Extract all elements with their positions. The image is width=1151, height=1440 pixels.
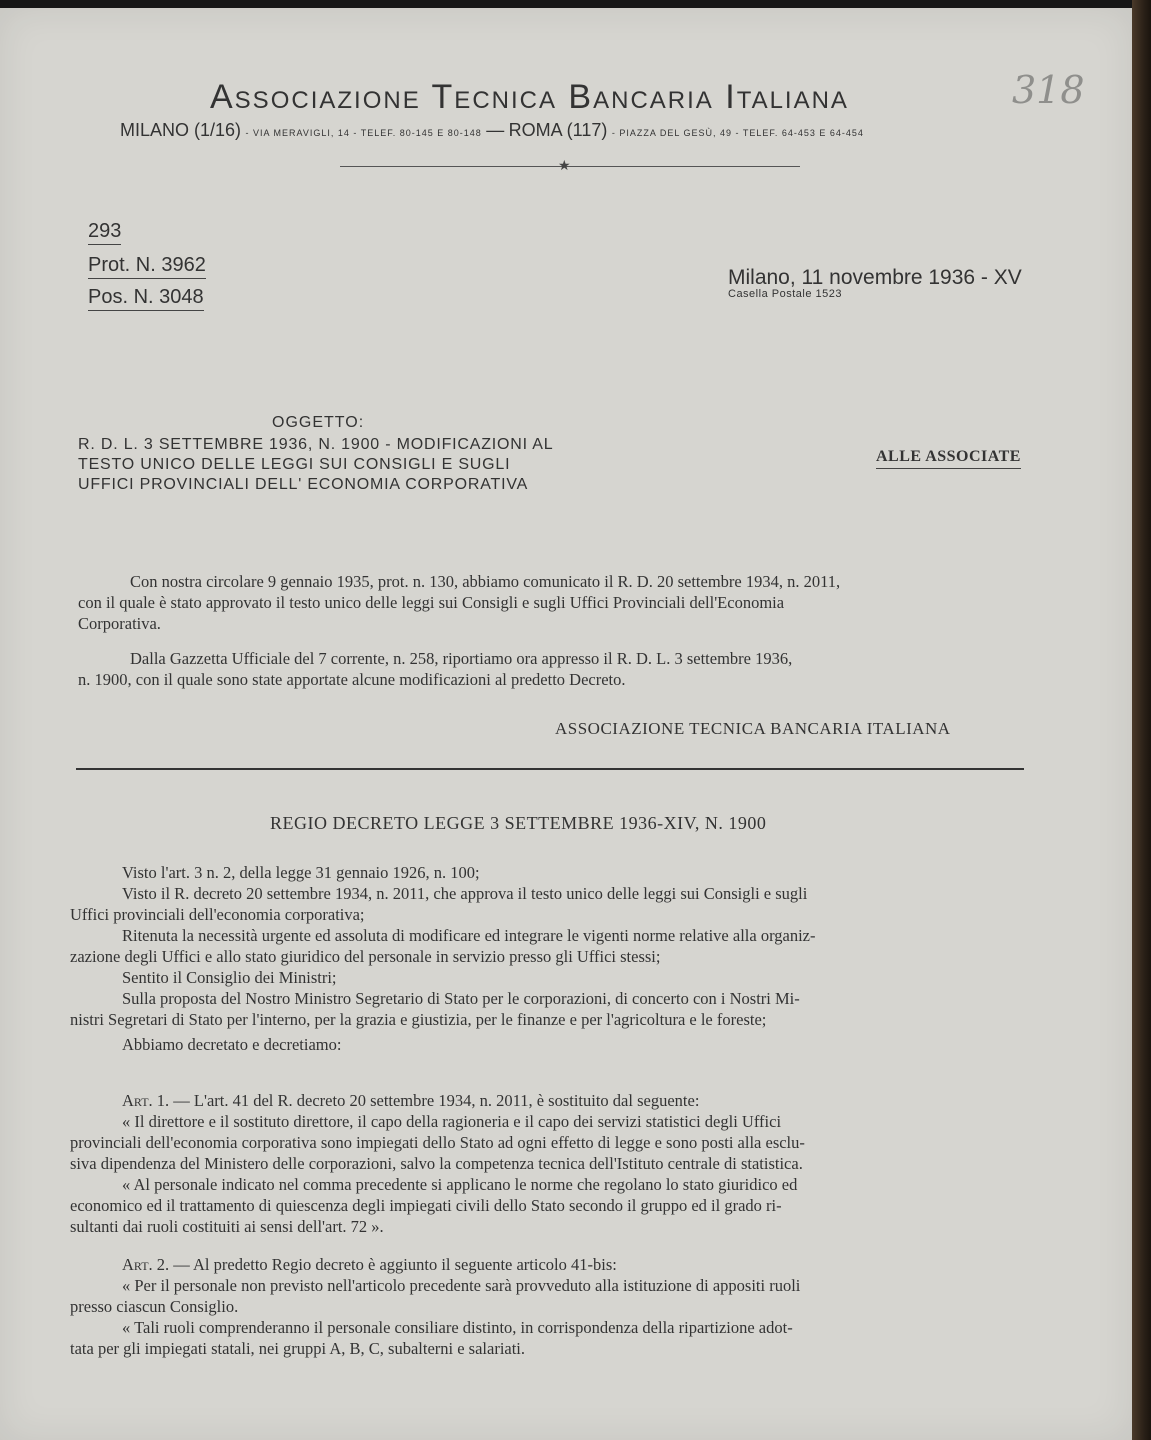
- roma-city: ROMA (117): [508, 120, 608, 140]
- roma-address: - PIAZZA DEL GESÙ, 49 - TELEF. 64-453 E 64-454: [611, 128, 864, 138]
- text-line: sultanti dai ruoli costituiti ai sensi dell'art. 72 ».: [70, 1217, 384, 1236]
- intro-paragraph-2: [78, 648, 1028, 690]
- text-line: presso ciascun Consiglio.: [70, 1297, 239, 1316]
- signature: ASSOCIAZIONE TECNICA BANCARIA ITALIANA: [555, 719, 951, 738]
- text-line: Sentito il Consiglio dei Ministri;: [122, 968, 337, 987]
- decree-preamble: [70, 862, 1030, 1055]
- address-separator: —: [486, 120, 505, 140]
- po-box: Casella Postale 1523: [728, 288, 842, 300]
- binding-spine: [1132, 0, 1151, 1440]
- text-line: Dalla Gazzetta Ufficiale del 7 corrente, n. 258, riportiamo ora appresso il R. D. L. 3 settembre 1936,: [130, 649, 793, 668]
- subject-line: TESTO UNICO DELLE LEGGI SUI CONSIGLI E SUGLI: [78, 456, 511, 473]
- star-ornament: ★: [558, 159, 571, 174]
- text-line: Ritenuta la necessità urgente ed assoluta di modificare ed integrare le vigenti norme relative alla organiz-: [122, 926, 816, 945]
- handwritten-page-number: 318: [1012, 68, 1085, 112]
- text-line: Uffici provinciali dell'economia corporativa;: [70, 905, 365, 924]
- article-2-label: Art. 2.: [122, 1255, 170, 1274]
- intro-paragraph-1: [78, 571, 1028, 634]
- milano-address: - VIA MERAVIGLI, 14 - TELEF. 80-145 E 80-148: [245, 128, 482, 138]
- text-line: « Tali ruoli comprenderanno il personale consiliare distinto, in corrispondenza della ripartizione adot-: [122, 1318, 793, 1337]
- text-line: provinciali dell'economia corporativa sono impiegati dello Stato ad ogni effetto di legge e sono posti alla esclu-: [70, 1133, 805, 1152]
- text-line: siva dipendenza del Ministero delle corporazioni, salvo la competenza tecnica dell'Istituto centrale di statistica.: [70, 1154, 803, 1173]
- subject-heading: OGGETTO:: [272, 414, 365, 431]
- article-1: [70, 1090, 1030, 1237]
- text-line: « Al personale indicato nel comma precedente si applicano le norme che regolano lo stato giuridico ed: [122, 1175, 798, 1194]
- article-2: [70, 1254, 1030, 1359]
- subject-line: R. D. L. 3 SETTEMBRE 1936, N. 1900 - MODIFICAZIONI AL: [78, 436, 554, 453]
- text-line: Visto l'art. 3 n. 2, della legge 31 gennaio 1926, n. 100;: [122, 863, 480, 882]
- letterhead-address: [120, 120, 864, 141]
- text-line: « Per il personale non previsto nell'articolo precedente sarà provveduto alla istituzione di appositi ruoli: [122, 1276, 801, 1295]
- text-line: Visto il R. decreto 20 settembre 1934, n. 2011, che approva il testo unico delle leggi sui Consigli e sugli: [122, 884, 808, 903]
- text-line: economico ed il trattamento di quiescenza degli impiegati civili dello Stato secondo il gruppo ed il grado ri-: [70, 1196, 782, 1215]
- text-line: Sulla proposta del Nostro Ministro Segretario di Stato per le corporazioni, di concerto con i Nostri Mi-: [122, 989, 800, 1008]
- text-line: Abbiamo decretato e decretiamo:: [122, 1035, 342, 1054]
- text-line: zazione degli Uffici e allo stato giuridico del personale in servizio presso gli Uffici stessi;: [70, 947, 661, 966]
- circular-number: 293: [88, 220, 121, 245]
- text-line: n. 1900, con il quale sono state apportate alcune modificazioni al predetto Decreto.: [78, 670, 626, 689]
- protocol-number: Prot. N. 3962: [88, 254, 206, 279]
- letterhead-org-name: Associazione Tecnica Bancaria Italiana: [210, 78, 849, 116]
- recipient: ALLE ASSOCIATE: [876, 448, 1021, 469]
- article-1-label: Art. 1.: [122, 1091, 170, 1110]
- text-line: Corporativa.: [78, 614, 161, 633]
- milano-city: MILANO (1/16): [120, 120, 242, 140]
- place-date: Milano, 11 novembre 1936 - XV: [728, 266, 1022, 289]
- text-line: nistri Segretari di Stato per l'interno, per la grazia e giustizia, per le finanze e per l'agricoltura e le foreste;: [70, 1010, 767, 1029]
- position-number: Pos. N. 3048: [88, 286, 204, 311]
- document-page: [0, 8, 1132, 1440]
- article-2-heading: [70, 1254, 1030, 1275]
- article-1-heading: [70, 1090, 1030, 1111]
- article-2-text: — Al predetto Regio decreto è aggiunto il seguente articolo 41-bis:: [169, 1255, 617, 1274]
- decree-title: REGIO DECRETO LEGGE 3 SETTEMBRE 1936-XIV, N. 1900: [270, 813, 767, 833]
- text-line: Con nostra circolare 9 gennaio 1935, prot. n. 130, abbiamo comunicato il R. D. 20 settembre 1934, n. 2011,: [130, 572, 841, 591]
- text-line: con il quale è stato approvato il testo unico delle leggi sui Consigli e sugli Uffici Provinciali dell'Economia: [78, 593, 785, 612]
- article-1-text: — L'art. 41 del R. decreto 20 settembre 1934, n. 2011, è sostituito dal seguente:: [169, 1091, 700, 1110]
- section-divider: [76, 768, 1024, 770]
- text-line: tata per gli impiegati statali, nei gruppi A, B, C, subalterni e salariati.: [70, 1339, 526, 1358]
- scan-top-edge: [0, 0, 1151, 8]
- subject-line: UFFICI PROVINCIALI DELL' ECONOMIA CORPORATIVA: [78, 476, 529, 493]
- text-line: « Il direttore e il sostituto direttore, il capo della ragioneria e il capo dei servizi statistici degli Uffici: [122, 1112, 782, 1131]
